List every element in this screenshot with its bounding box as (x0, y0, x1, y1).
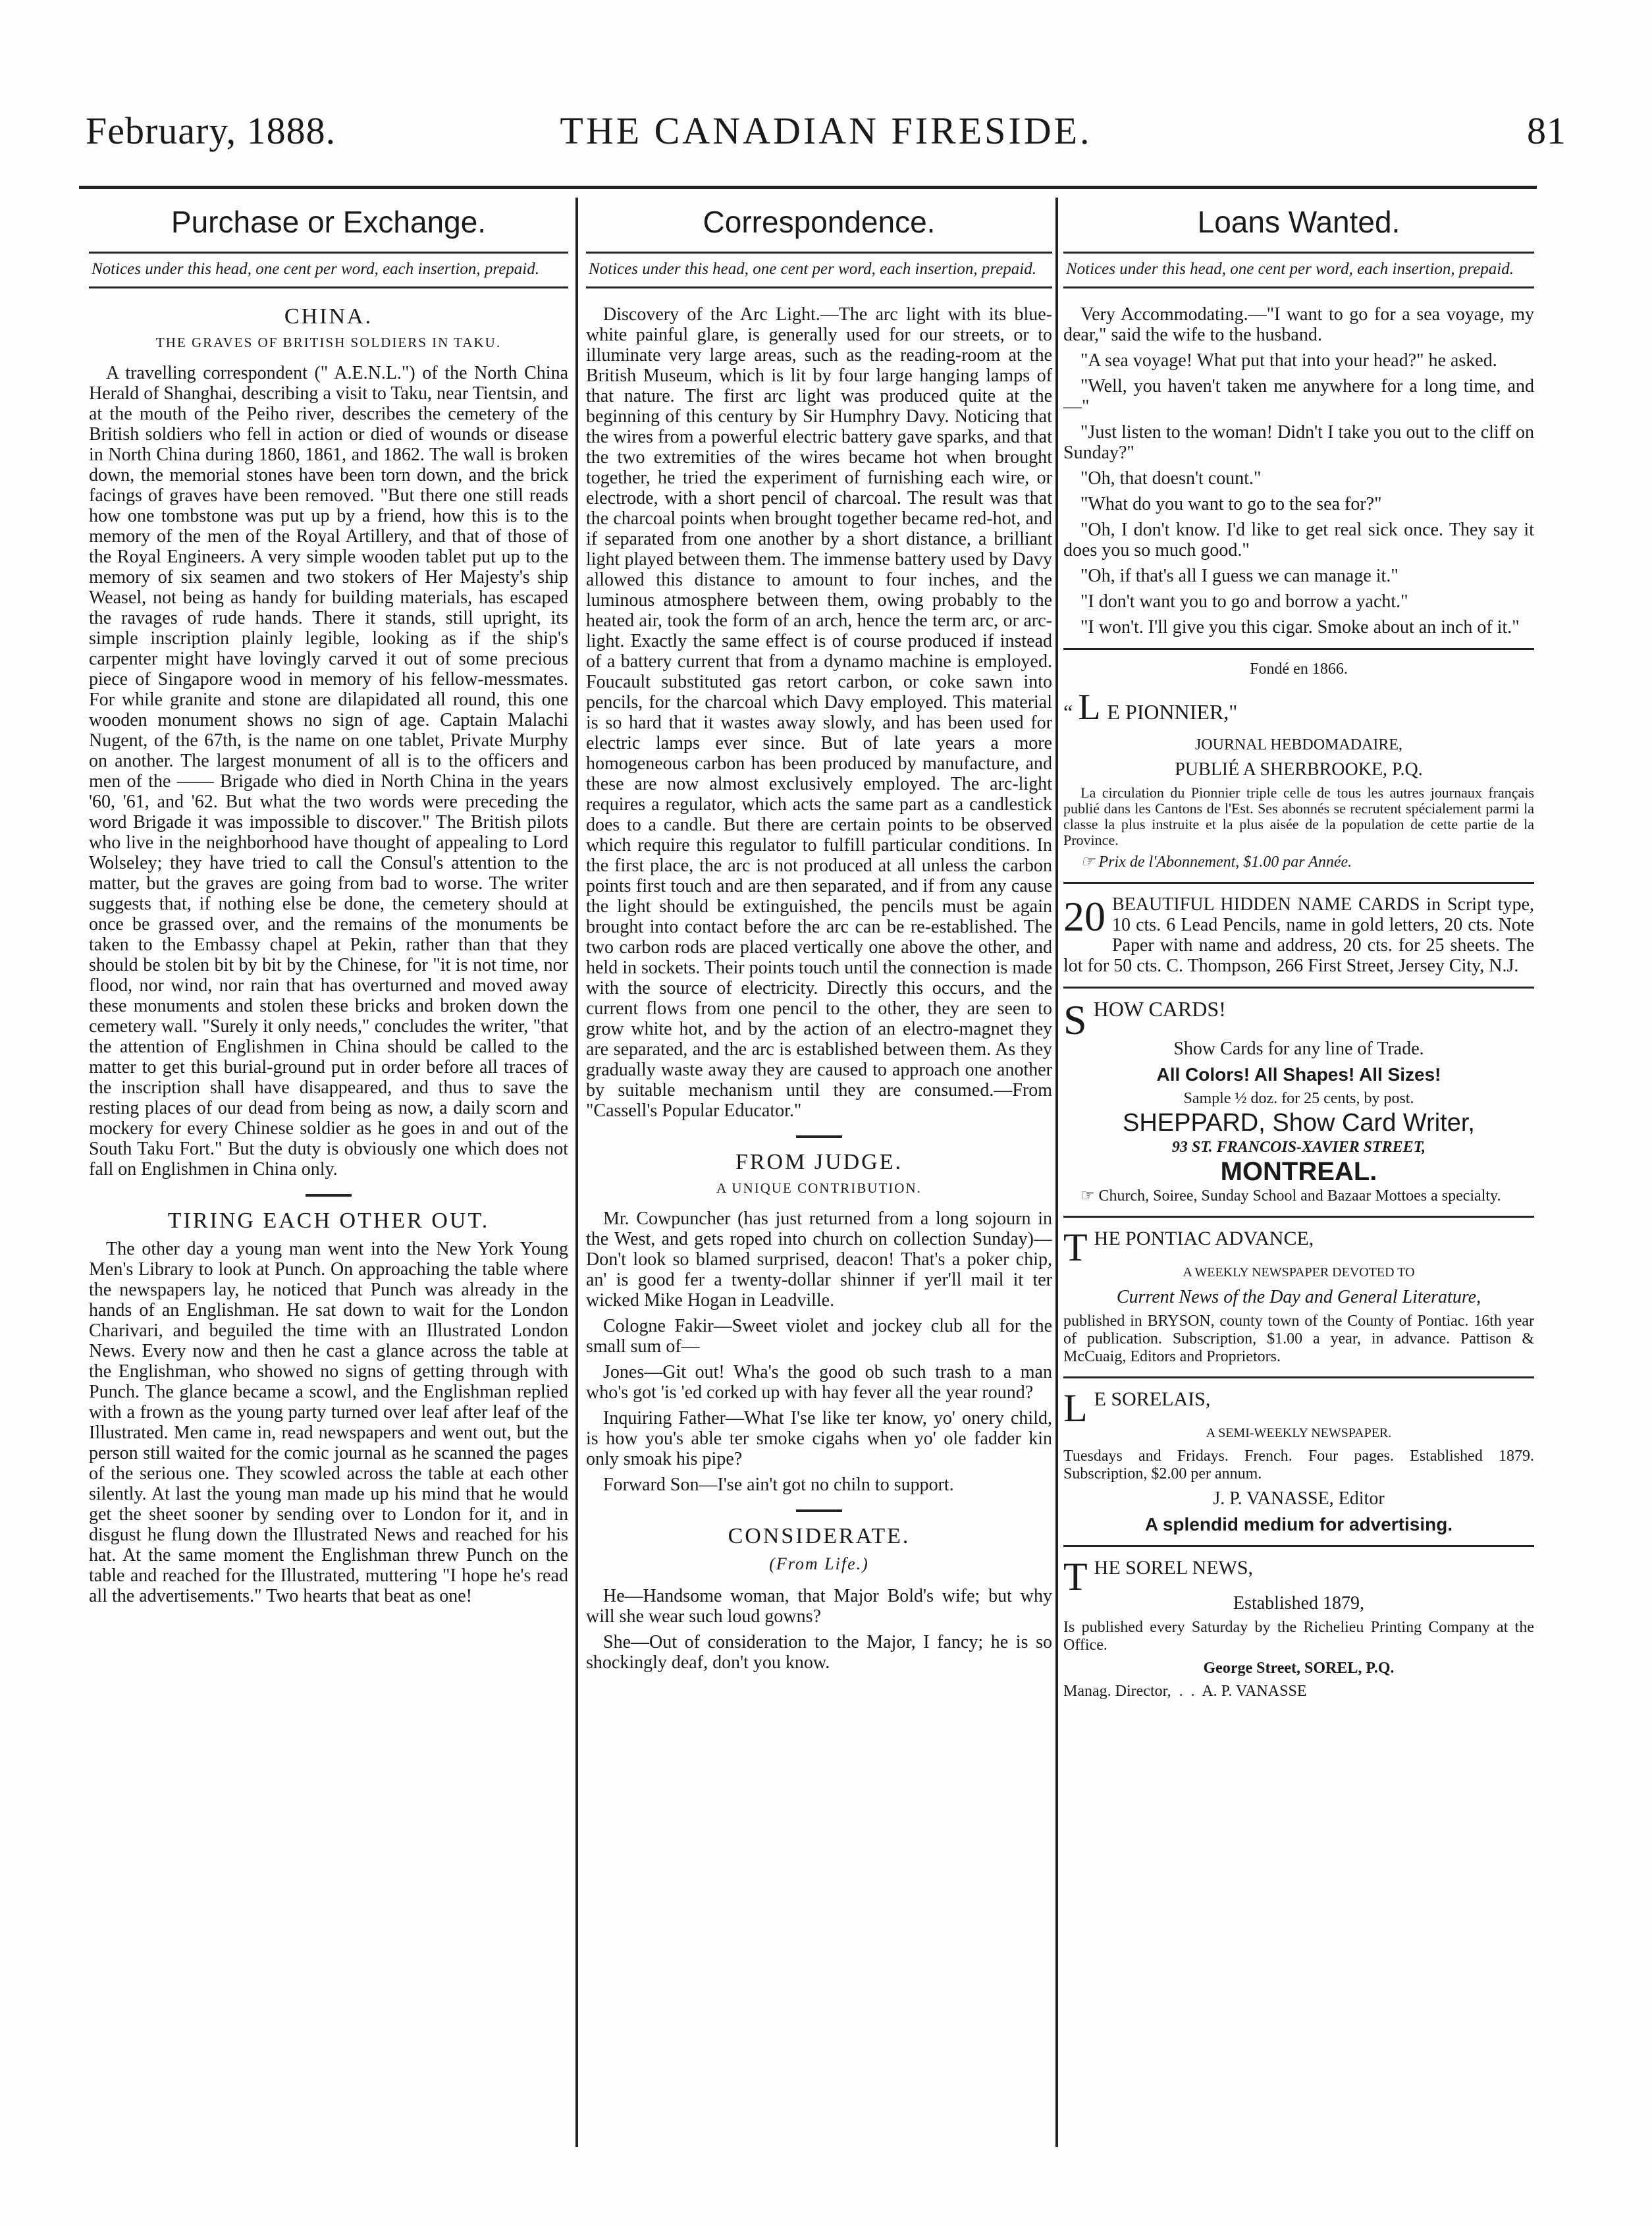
correspondence-heading: Correspondence. (703, 205, 936, 239)
issue-date: February, 1888. (86, 109, 336, 152)
cards-text (1063, 894, 1534, 976)
name-cards-ad (1063, 894, 1534, 976)
arc-light-article: Discovery of the Arc Light.—The arc light with its blue-white painful glare, is generally used for our streets, or to illuminate very large areas, such as the reading-room at the British Museum, which is lit by four large hanging lamps of that nature. The first arc light was produced quite at the beginning of this century by Sir Humphry Davy. Noticing that the wires from a powerful electric battery gave sparks, and that the two extremities of the wires became hot when brought together, he tried the experiment of furnishing each wire, or electrode, with a short pencil of charcoal. The result was that the charcoal points when brought together became red-hot, and if separated from one another by a short distance, a brilliant light played between them. The immense battery used by Davy allowed this distance to amount to four inches, and the luminous atmosphere between them, owing probably to the heated air, took the form of an arch, hence the term arc, or arc-light. Exactly the same effect is of course produced if instead of a battery current that from a dynamo machine is employed. Foucault substituted gas retort carbon, or coke sawn into pencils, for the charcoal which Davy employed. This material is so hard that it wastes away slowly, and has been used for electric lamps ever since. But of late years a more homogeneous carbon has been produced by manufacture, and these are now almost exclusively employed. The arc-light requires a regulator, which acts the same part as a candlestick does to a candle. But there are certain points to be observed which require this regulator to fulfill particular conditions. In the first place, the arc is not produced at all unless the carbon points first touch and are then separated, and if from any cause the light should be extinguished, the pencils must be again brought into contact before the arc can be re-established. The two carbon rods are placed vertically one above the other, and held in sockets. Their points touch until the connection is made with the source of electricity. Directly this occurs, and the current flows from one pencil to the other, they are seen to grow white hot, and by the action of an electro-magnet they are separated, and the arc is established between them. As they gradually waste away they are caused to approach one another by suitable mechanism until they are consumed.—From "Cassell's Popular Educator." (586, 304, 1052, 1121)
loans-column (1063, 198, 1534, 2140)
dialogue-line: "Just listen to the woman! Didn't I take you out to the cliff on Sunday?" (1063, 422, 1534, 463)
ad-divider (1063, 1545, 1534, 1547)
judge-paragraph: Forward Son—I'se ain't got no chiln to support. (603, 1475, 954, 1495)
dropcap-t: T (1063, 1555, 1088, 1598)
sorel-news-ad (1063, 1555, 1534, 1700)
dialogue-line: "Oh, I don't know. I'd like to get real sick once. They say it does you so much good." (1063, 520, 1534, 560)
pontiac-title-text: HE PONTIAC ADVANCE, (1094, 1228, 1314, 1249)
purchase-heading: Purchase or Exchange. (171, 205, 487, 239)
quote-mark: “ (1063, 700, 1079, 724)
dialogue-line: "A sea voyage! What put that into your head?" he asked. (1080, 350, 1497, 371)
dropcap-s: S (1063, 996, 1087, 1043)
show-colors: All Colors! All Shapes! All Sizes! (1156, 1064, 1441, 1085)
show-title-text: HOW CARDS! (1093, 997, 1226, 1021)
column-divider-2 (1055, 198, 1058, 2147)
ad-divider (1063, 1216, 1534, 1218)
show-address: 93 ST. FRANCOIS-XAVIER STREET, (1171, 1139, 1426, 1156)
tiring-article: The other day a young man went into the New York Young Men's Library to look at Punch. On approaching the table where the newspapers lay, he noticed that Punch was already in the hands of an Englishman. He sat down to wait for the London Charivari, and beguiled the time with an Illustrated London News. Every now and then he cast a glance across the table at the Englishman, who showed no signs of getting through with Punch. The glance became a scowl, and the Englishman replied with a frown as the young party turned over leaf after leaf of the Illustrated. Men came in, read newspapers and went out, but the person still waited for the comic journal as he scanned the pages of the serious one. They scowled across the table at each other silently. At last the young man made up his mind that he would get the sheet sooner by sending over to London for it, and in disgust he flung down the Illustrated News and reached for his hat. At the same moment the Englishman threw Punch on the table and reached for the Illustrated, muttering "I hope he's read all the advertisements." Two hearts that beat as one! (89, 1239, 568, 1606)
purchase-column (89, 198, 568, 2140)
newspaper-title: THE CANADIAN FIRESIDE. (560, 109, 1092, 152)
pionnier-price: ☞ Prix de l'Abonnement, $1.00 par Année. (1080, 854, 1352, 871)
dialogue-line: Very Accommodating.—"I want to go for a sea voyage, my dear," said the wife to the husband. (1063, 304, 1534, 345)
dialogue-line: "What do you want to go to the sea for?" (1080, 494, 1382, 514)
considerate-subtitle: (From Life.) (769, 1554, 869, 1573)
judge-paragraph: Mr. Cowpuncher (has just returned from a long sojourn in the West, and gets roped into church on collection Sunday)—Don't look so blamed surprised, deacon! That's a poker chip, an' is good fer a twenty-dollar shinner if yer'll mail it ter wicked Mike Hogan in Leadville. (586, 1208, 1052, 1311)
dialogue-line: "Oh, if that's all I guess we can manage it." (1080, 566, 1399, 586)
dropcap-20: 20 (1063, 893, 1106, 940)
ad-divider (1063, 987, 1534, 989)
bottom-rule (89, 2144, 568, 2145)
sorel-title (1063, 1555, 1534, 1598)
sorel-description: Is published every Saturday by the Richelieu Printing Company at the Office. (1063, 1619, 1534, 1654)
considerate-paragraph: She—Out of consideration to the Major, I fancy; he is so shockingly deaf, don't you know. (586, 1632, 1052, 1673)
pontiac-description: published in BRYSON, county town of the County of Pontiac. 16th year of publication. Subscription, $1.00 a year, in advance. Pattison & McCuaig, Editors and Proprietors. (1063, 1313, 1534, 1365)
dialogue-line: "Oh, that doesn't count." (1080, 468, 1262, 489)
show-cards-ad (1063, 996, 1534, 1205)
dropcap-t: T (1063, 1226, 1088, 1269)
judge-paragraph: Inquiring Father—What I'se like ter know, yo' onery child, is how you's able ter smoke cigahs when yo' ole fadder kin only smoak his pipe? (586, 1408, 1052, 1469)
judge-subtitle: A UNIQUE CONTRIBUTION. (716, 1180, 922, 1196)
pontiac-title (1063, 1226, 1534, 1269)
china-subtitle: THE GRAVES OF BRITISH SOLDIERS IN TAKU. (155, 335, 502, 350)
separator (306, 1194, 352, 1197)
ad-divider (1063, 648, 1534, 650)
tiring-title: TIRING EACH OTHER OUT. (167, 1208, 490, 1233)
sorel-title-text: HE SOREL NEWS, (1094, 1557, 1254, 1579)
ad-divider (1063, 882, 1534, 884)
column-divider-1 (575, 198, 578, 2147)
pontiac-advance-ad (1063, 1228, 1534, 1366)
considerate-title: CONSIDERATE. (728, 1524, 911, 1548)
sorel-address: George Street, SOREL, P.Q. (1203, 1660, 1395, 1677)
ad-divider (1063, 1376, 1534, 1378)
sorelais-description: Tuesdays and Fridays. French. Four pages. Established 1879. Subscription, $2.00 per annum. (1063, 1448, 1534, 1482)
correspondence-column (586, 198, 1052, 2140)
cards-body: BEAUTIFUL HIDDEN NAME CARDS in Script type, 10 cts. 6 Lead Pencils, name in gold letters, 20 cts. Note Paper with name and address, 20 cts. for 25 sheets. The lot for 50 cts. C. Thompson, 266 First Street, Jersey City, N.J. (1063, 894, 1534, 976)
pionnier-description: La circulation du Pionnier triple celle de tous les autres journaux français publié dans les Cantons de l'Est. Ses abonnés se recrutent spécialement parmi la classe la plus instruite et la plus aisée de la population de cette partie de la Province. (1063, 784, 1534, 848)
sorelais-editor: J. P. VANASSE, Editor (1213, 1488, 1385, 1509)
pontiac-topic: Current News of the Day and General Literature, (1116, 1287, 1481, 1307)
show-line: Show Cards for any line of Trade. (1173, 1039, 1424, 1059)
separator (796, 1135, 842, 1138)
judge-paragraph: Cologne Fakir—Sweet violet and jockey club all for the small sum of— (586, 1316, 1052, 1357)
notice-text: Notices under this head, one cent per word, each insertion, prepaid. (586, 252, 1052, 288)
considerate-paragraph: He—Handsome woman, that Major Bold's wife; but why will she wear such loud gowns? (586, 1586, 1052, 1627)
le-pionnier-ad (1063, 661, 1534, 871)
sorelais-title-text: E SORELAIS, (1094, 1388, 1211, 1410)
sorelais-advertising: A splendid medium for advertising. (1144, 1514, 1453, 1534)
china-article: A travelling correspondent (" A.E.N.L.") of the North China Herald of Shanghai, describing a visit to Taku, near Tientsin, and at the mouth of the Peiho river, describes the cemetery of the British soldiers who fell in action or died of wounds or disease in North China during 1860, 1861, and 1862. The wall is broken down, the memorial stones have been torn down, and the brick facings of graves have been removed. "But there one still reads how one tombstone was put up by a friend, how this is to the memory of the men of the Royal Artillery, and that of those of the Royal Engineers. A very simple wooden tablet put up to the memory of six seamen and two stokers of Her Majesty's ship Weasel, not being as handy for building materials, has escaped the ravages of rude hands. There it stands, still upright, its simple inscription plainly legible, looking as if the ship's carpenter might have lovingly carved it out of some precious piece of Singapore wood in memory of his fellow-messmates. For while granite and stone are dilapidated all round, this one wooden monument shows no sign of age. Captain Malachi Nugent, of the 67th, is the name on one tablet, Private Murphy on another. The largest monument of all is to the officers and men of the —— Brigade who died in North China in the years '60, '61, and '62. But what the two words were preceding the word Brigade it was impossible to discover." The British pilots who live in the neighborhood have thought of appealing to Lord Wolseley; they have tried to call the Consul's attention to the matter, but the graves are going from bad to worse. The writer suggests that, if nothing else be done, the cemetery should at once be grassed over, and the remains of the monuments be taken to the Embassy chapel at Pekin, rather than that they should be stolen bit by bit by the Chinese, for "it is not time, nor flood, nor wind, nor rain that has overturned and moved away these monuments and stolen these bricks and broken down the cemetery wall. "Surely it only needs," concludes the writer, "that the attention of Englishmen in China should be called to the matter to get this burial-ground put in order before all traces of the inscription shall have disappeared, and thus to save the resting places of our dead from being as now, a daily scorn and mockery for every Chinese soldier as he goes in and out of the South Taku Fort." But the duty is obviously one which does not fall on Englishmen in China only. (89, 363, 568, 1180)
dialogue-line: "I won't. I'll give you this cigar. Smoke about an inch of it." (1080, 617, 1520, 638)
show-note: ☞ Church, Soiree, Sunday School and Bazaar Mottoes a specialty. (1080, 1187, 1501, 1205)
show-title (1063, 996, 1534, 1043)
sorelais-title (1063, 1386, 1534, 1430)
page-header (79, 109, 1573, 181)
pionnier-founded: Fondé en 1866. (1250, 661, 1348, 678)
sorel-director: Manag. Director, . . A. P. VANASSE (1063, 1683, 1307, 1700)
dropcap-l: L (1063, 1386, 1088, 1430)
show-city: MONTREAL. (1220, 1157, 1377, 1186)
notice-text: Notices under this head, one cent per word, each insertion, prepaid. (1063, 252, 1534, 288)
judge-title: FROM JUDGE. (735, 1150, 903, 1174)
notice-text: Notices under this head, one cent per word, each insertion, prepaid. (89, 252, 568, 288)
dialogue-line: "Well, you haven't taken me anywhere for a long time, and—" (1063, 376, 1534, 417)
separator (796, 1509, 842, 1512)
china-title: CHINA. (284, 304, 373, 329)
pionnier-place: PUBLIÉ A SHERBROOKE, P.Q. (1175, 759, 1423, 780)
dropcap-l: L (1078, 687, 1101, 728)
page-number: 81 (1527, 109, 1566, 152)
pontiac-type: A WEEKLY NEWSPAPER DEVOTED TO (1183, 1265, 1415, 1280)
pionnier-type: JOURNAL HEBDOMADAIRE, (1194, 736, 1403, 753)
show-name: SHEPPARD, Show Card Writer, (1123, 1109, 1475, 1137)
dialogue-line: "I don't want you to go and borrow a yacht." (1080, 591, 1408, 612)
judge-paragraph: Jones—Git out! Wha's the good ob such trash to a man who's got 'is 'ed corked up with hay fever all the year round? (586, 1362, 1052, 1403)
sorel-established: Established 1879, (1233, 1593, 1365, 1614)
show-sample: Sample ½ doz. for 25 cents, by post. (1183, 1090, 1414, 1107)
pionnier-name (1063, 684, 1534, 731)
pionnier-name-text: E PIONNIER," (1107, 700, 1238, 724)
le-sorelais-ad (1063, 1386, 1534, 1534)
sorelais-type: A SEMI-WEEKLY NEWSPAPER. (1206, 1426, 1392, 1440)
header-rule (79, 186, 1537, 189)
loans-heading: Loans Wanted. (1197, 205, 1400, 239)
